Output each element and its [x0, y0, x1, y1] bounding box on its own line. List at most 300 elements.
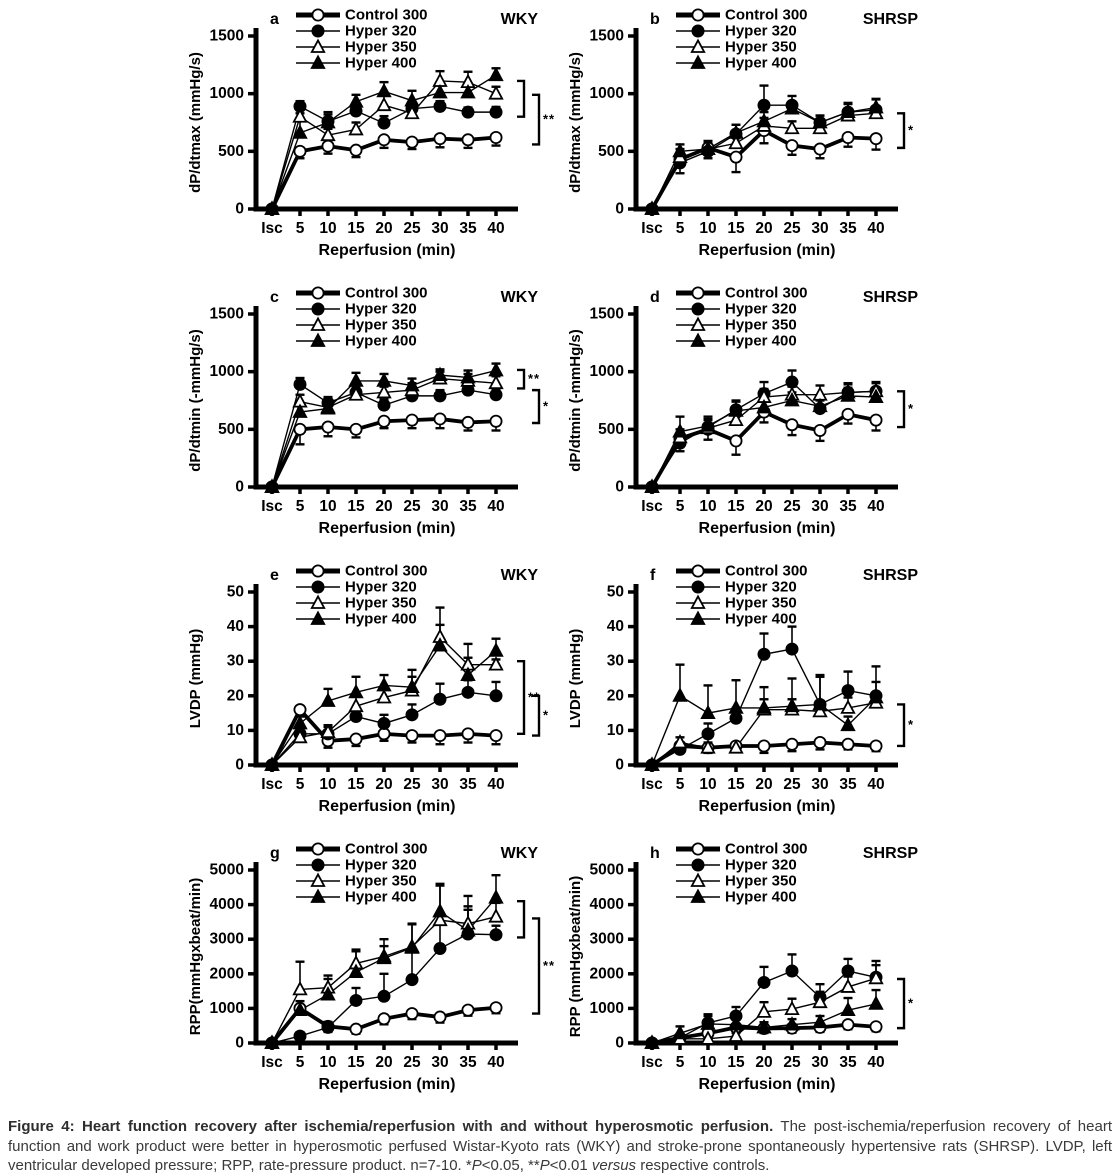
- svg-text:WKY: WKY: [500, 567, 538, 584]
- panel-letter: [650, 845, 660, 862]
- svg-text:Isc: Isc: [261, 220, 283, 237]
- svg-text:1500: 1500: [209, 305, 244, 323]
- caption-body-3: <0.01: [549, 1157, 592, 1174]
- svg-text:1500: 1500: [209, 27, 244, 45]
- circle-open-marker: [870, 133, 881, 144]
- svg-text:30: 30: [811, 1054, 829, 1071]
- triangle-open-marker: [378, 99, 390, 111]
- circle-filled-marker: [378, 991, 389, 1002]
- svg-text:25: 25: [783, 498, 801, 515]
- svg-text:10: 10: [699, 1054, 717, 1071]
- circle-filled-marker: [786, 376, 797, 387]
- circle-open-marker: [786, 419, 797, 430]
- circle-filled-marker: [730, 713, 741, 724]
- svg-text:15: 15: [727, 776, 745, 793]
- circle-filled-marker: [434, 101, 445, 112]
- svg-text:**: **: [543, 111, 556, 127]
- circle-filled-marker: [350, 995, 361, 1006]
- legend: [676, 7, 808, 72]
- svg-text:2000: 2000: [589, 965, 624, 983]
- svg-text:30: 30: [431, 776, 449, 793]
- x-axis-title: [699, 242, 836, 259]
- svg-text:30: 30: [606, 652, 624, 670]
- circle-open-marker: [294, 704, 305, 715]
- svg-text:Reperfusion (min): Reperfusion (min): [318, 242, 456, 259]
- circle-open-marker: [490, 416, 501, 427]
- circle-open-marker: [490, 1002, 501, 1013]
- svg-text:30: 30: [431, 498, 449, 515]
- triangle-filled-marker: [378, 374, 390, 386]
- strain-label: [501, 289, 539, 306]
- circle-filled-marker: [434, 390, 445, 401]
- significance-bracket: [517, 661, 540, 734]
- svg-text:30: 30: [811, 498, 829, 515]
- svg-text:Hyper 320: Hyper 320: [345, 578, 417, 596]
- svg-text:15: 15: [347, 498, 365, 515]
- significance-bracket: [517, 81, 524, 117]
- svg-text:Hyper 350: Hyper 350: [725, 38, 797, 56]
- svg-text:Hyper 320: Hyper 320: [725, 300, 797, 318]
- triangle-filled-marker: [490, 644, 502, 656]
- svg-text:0: 0: [615, 478, 624, 496]
- svg-text:35: 35: [459, 1054, 477, 1071]
- circle-open-marker: [294, 424, 305, 435]
- svg-text:Reperfusion (min): Reperfusion (min): [698, 1076, 836, 1093]
- circle-open-marker: [434, 730, 445, 741]
- panel-letter: [270, 845, 280, 862]
- svg-text:1000: 1000: [589, 999, 624, 1017]
- svg-text:40: 40: [867, 498, 885, 515]
- svg-text:1000: 1000: [209, 363, 244, 381]
- circle-filled-marker: [692, 303, 703, 314]
- svg-text:35: 35: [459, 220, 477, 237]
- svg-text:g: g: [270, 845, 280, 862]
- strain-label: [501, 845, 539, 862]
- svg-text:RPP(mmHgxbeat/min): RPP(mmHgxbeat/min): [187, 877, 204, 1036]
- svg-text:Hyper 400: Hyper 400: [345, 888, 417, 906]
- svg-text:20: 20: [755, 1054, 773, 1071]
- svg-text:Reperfusion (min): Reperfusion (min): [318, 1076, 456, 1093]
- panel-letter: [650, 567, 656, 584]
- svg-text:0: 0: [615, 756, 624, 774]
- svg-text:1000: 1000: [209, 85, 244, 103]
- circle-open-marker: [870, 740, 881, 751]
- svg-text:500: 500: [598, 420, 624, 438]
- triangle-open-marker: [350, 123, 362, 135]
- circle-filled-marker: [378, 117, 389, 128]
- svg-text:5: 5: [295, 498, 305, 515]
- svg-text:Hyper 320: Hyper 320: [345, 300, 417, 318]
- svg-text:SHRSP: SHRSP: [862, 567, 918, 584]
- significance-bracket: [897, 391, 914, 427]
- svg-text:0: 0: [235, 1034, 244, 1052]
- svg-text:40: 40: [487, 220, 505, 237]
- svg-text:Reperfusion (min): Reperfusion (min): [698, 520, 836, 537]
- triangle-filled-marker: [350, 95, 362, 107]
- svg-text:Control 300: Control 300: [725, 562, 808, 580]
- svg-text:40: 40: [606, 618, 624, 636]
- svg-text:WKY: WKY: [500, 845, 538, 862]
- circle-filled-marker: [350, 711, 361, 722]
- circle-filled-marker: [462, 687, 473, 698]
- circle-open-marker: [842, 1019, 853, 1030]
- significance-bracket: [532, 390, 549, 423]
- svg-text:30: 30: [811, 220, 829, 237]
- svg-text:1000: 1000: [209, 999, 244, 1017]
- caption-p-italic-2: P: [539, 1157, 550, 1174]
- svg-text:35: 35: [839, 776, 857, 793]
- svg-text:Hyper 350: Hyper 350: [725, 316, 797, 334]
- svg-text:Isc: Isc: [641, 776, 663, 793]
- strain-label: [863, 567, 918, 584]
- svg-text:5000: 5000: [589, 861, 624, 879]
- circle-open-marker: [730, 152, 741, 163]
- svg-text:5: 5: [675, 776, 685, 793]
- circle-open-marker: [350, 145, 361, 156]
- svg-text:5: 5: [675, 498, 685, 515]
- circle-filled-marker: [692, 859, 703, 870]
- svg-text:SHRSP: SHRSP: [862, 289, 918, 306]
- y-axis-title: [187, 878, 204, 1036]
- legend: [296, 7, 428, 72]
- svg-text:5: 5: [295, 220, 305, 237]
- circle-filled-marker: [490, 690, 501, 701]
- panel-h-rpp-shrsp-chart: [566, 834, 946, 1112]
- circle-filled-marker: [692, 25, 703, 36]
- circle-open-marker: [406, 415, 417, 426]
- svg-text:25: 25: [403, 776, 421, 793]
- svg-text:Hyper 320: Hyper 320: [725, 856, 797, 874]
- series-markers: [646, 689, 882, 770]
- svg-text:40: 40: [867, 776, 885, 793]
- circle-filled-marker: [294, 1030, 305, 1041]
- circle-open-marker: [350, 1024, 361, 1035]
- circle-open-marker: [692, 9, 703, 20]
- svg-text:20: 20: [755, 220, 773, 237]
- svg-text:20: 20: [375, 776, 393, 793]
- x-axis-title: [319, 520, 456, 537]
- svg-text:Isc: Isc: [261, 498, 283, 515]
- svg-text:4000: 4000: [209, 896, 244, 914]
- svg-text:Hyper 400: Hyper 400: [345, 332, 417, 350]
- y-axis-title: [187, 629, 204, 728]
- circle-open-marker: [814, 737, 825, 748]
- circle-open-marker: [406, 730, 417, 741]
- circle-open-marker: [758, 740, 769, 751]
- circle-open-marker: [312, 287, 323, 298]
- svg-text:Reperfusion (min): Reperfusion (min): [698, 798, 836, 815]
- series-markers: [266, 630, 502, 770]
- svg-text:Hyper 320: Hyper 320: [345, 856, 417, 874]
- strain-label: [863, 11, 918, 28]
- svg-text:20: 20: [375, 220, 393, 237]
- circle-filled-marker: [378, 400, 389, 411]
- svg-text:Reperfusion (min): Reperfusion (min): [318, 520, 456, 537]
- circle-open-marker: [322, 421, 333, 432]
- circle-open-marker: [378, 1013, 389, 1024]
- svg-text:dP/dtmin (-mmHg/s): dP/dtmin (-mmHg/s): [567, 329, 584, 472]
- svg-text:Hyper 320: Hyper 320: [345, 22, 417, 40]
- svg-text:30: 30: [811, 776, 829, 793]
- svg-text:d: d: [650, 289, 660, 306]
- circle-open-marker: [434, 413, 445, 424]
- series-markers: [266, 413, 501, 492]
- circle-open-marker: [490, 730, 501, 741]
- svg-text:dP/dtmax (mmHg/s): dP/dtmax (mmHg/s): [567, 52, 584, 193]
- circle-open-marker: [870, 1021, 881, 1032]
- triangle-filled-marker: [490, 891, 502, 903]
- circle-open-marker: [814, 143, 825, 154]
- panel-c-dpdtmin-wky-chart: [186, 278, 566, 556]
- svg-text:Hyper 350: Hyper 350: [725, 594, 797, 612]
- circle-open-marker: [294, 146, 305, 157]
- circle-open-marker: [312, 9, 323, 20]
- svg-text:40: 40: [226, 618, 244, 636]
- svg-text:10: 10: [699, 498, 717, 515]
- circle-open-marker: [814, 425, 825, 436]
- svg-text:5: 5: [295, 776, 305, 793]
- circle-open-marker: [462, 417, 473, 428]
- svg-text:30: 30: [431, 1054, 449, 1071]
- panel-grid: [186, 0, 1120, 1112]
- svg-text:5: 5: [295, 1054, 305, 1071]
- circle-open-marker: [842, 739, 853, 750]
- y-axis-title: [567, 52, 584, 193]
- circle-filled-marker: [490, 107, 501, 118]
- legend: [296, 841, 428, 906]
- circle-filled-marker: [786, 643, 797, 654]
- svg-text:15: 15: [727, 220, 745, 237]
- strain-label: [501, 567, 539, 584]
- caption-p-italic-1: P: [471, 1157, 482, 1174]
- svg-text:RPP (mmHgxbeat/min): RPP (mmHgxbeat/min): [567, 875, 584, 1038]
- svg-text:*: *: [908, 122, 915, 138]
- svg-text:25: 25: [783, 1054, 801, 1071]
- circle-filled-marker: [312, 581, 323, 592]
- significance-bracket: [532, 918, 555, 1013]
- svg-text:10: 10: [319, 498, 337, 515]
- triangle-filled-marker: [674, 689, 686, 701]
- svg-text:Control 300: Control 300: [345, 562, 428, 580]
- svg-text:4000: 4000: [589, 896, 624, 914]
- svg-text:Hyper 350: Hyper 350: [345, 316, 417, 334]
- triangle-filled-marker: [490, 364, 502, 376]
- panel-letter: [270, 289, 279, 306]
- caption-title: Figure 4: Heart function recovery after ischemia/reperfusion with and without hyperosmotic perfusion.: [8, 1118, 774, 1135]
- panel-letter: [270, 567, 279, 584]
- panel-g-rpp-wky-chart: [186, 834, 566, 1112]
- svg-text:*: *: [908, 995, 915, 1011]
- svg-text:35: 35: [839, 1054, 857, 1071]
- error-bars: [676, 86, 881, 174]
- svg-text:h: h: [650, 845, 660, 862]
- circle-filled-marker: [406, 709, 417, 720]
- circle-open-marker: [350, 424, 361, 435]
- circle-filled-marker: [312, 859, 323, 870]
- panel-d-dpdtmin-shrsp-chart: [566, 278, 946, 556]
- triangle-open-marker: [490, 87, 502, 99]
- svg-text:0: 0: [615, 1034, 624, 1052]
- circle-open-marker: [490, 132, 501, 143]
- svg-text:0: 0: [235, 478, 244, 496]
- svg-text:20: 20: [375, 1054, 393, 1071]
- svg-text:f: f: [650, 567, 656, 584]
- circle-open-marker: [786, 739, 797, 750]
- svg-text:c: c: [270, 289, 279, 306]
- circle-open-marker: [350, 733, 361, 744]
- svg-text:25: 25: [403, 1054, 421, 1071]
- caption-versus-italic: versus: [591, 1157, 637, 1174]
- svg-text:Control 300: Control 300: [725, 6, 808, 24]
- svg-text:10: 10: [319, 776, 337, 793]
- significance-bracket: [517, 370, 540, 388]
- circle-filled-marker: [434, 943, 445, 954]
- circle-filled-marker: [786, 965, 797, 976]
- triangle-filled-marker: [814, 1016, 826, 1028]
- significance-bracket: [897, 704, 914, 746]
- caption-body-2: <0.05, **: [481, 1157, 540, 1174]
- svg-text:Hyper 350: Hyper 350: [725, 872, 797, 890]
- panel-letter: [270, 11, 279, 28]
- svg-text:35: 35: [459, 776, 477, 793]
- svg-text:1500: 1500: [589, 305, 624, 323]
- circle-filled-marker: [312, 25, 323, 36]
- svg-text:SHRSP: SHRSP: [862, 845, 918, 862]
- circle-filled-marker: [490, 929, 501, 940]
- svg-text:25: 25: [783, 220, 801, 237]
- circle-filled-marker: [842, 965, 853, 976]
- svg-text:15: 15: [727, 498, 745, 515]
- svg-text:dP/dtmax (mmHg/s): dP/dtmax (mmHg/s): [187, 52, 204, 193]
- svg-text:20: 20: [606, 687, 624, 705]
- svg-text:*: *: [908, 401, 915, 417]
- svg-text:Hyper 350: Hyper 350: [345, 872, 417, 890]
- legend: [296, 563, 428, 628]
- svg-text:500: 500: [218, 142, 244, 160]
- svg-text:Control 300: Control 300: [725, 284, 808, 302]
- svg-text:Hyper 400: Hyper 400: [725, 610, 797, 628]
- svg-text:Control 300: Control 300: [345, 840, 428, 858]
- svg-text:25: 25: [783, 776, 801, 793]
- svg-text:5000: 5000: [209, 861, 244, 879]
- svg-text:5: 5: [675, 220, 685, 237]
- svg-text:15: 15: [347, 220, 365, 237]
- svg-text:35: 35: [839, 220, 857, 237]
- strain-label: [863, 845, 918, 862]
- circle-filled-marker: [294, 379, 305, 390]
- x-axis-title: [699, 798, 836, 815]
- svg-text:10: 10: [699, 220, 717, 237]
- circle-open-marker: [434, 133, 445, 144]
- svg-text:a: a: [270, 11, 279, 28]
- svg-text:Hyper 400: Hyper 400: [725, 888, 797, 906]
- svg-text:30: 30: [431, 220, 449, 237]
- significance-bracket: [532, 95, 555, 145]
- panel-a-dpdtmax-wky-chart: [186, 0, 566, 278]
- svg-text:40: 40: [487, 1054, 505, 1071]
- svg-text:LVDP (mmHg): LVDP (mmHg): [567, 628, 584, 729]
- svg-text:Isc: Isc: [641, 220, 663, 237]
- circle-open-marker: [692, 565, 703, 576]
- panel-letter: [650, 289, 660, 306]
- svg-text:35: 35: [459, 498, 477, 515]
- svg-text:3000: 3000: [589, 930, 624, 948]
- triangle-open-marker: [490, 910, 502, 922]
- svg-text:b: b: [650, 11, 660, 28]
- circle-open-marker: [312, 565, 323, 576]
- caption-body-4: respective controls.: [636, 1157, 770, 1174]
- svg-text:Hyper 320: Hyper 320: [725, 22, 797, 40]
- significance-bracket: [897, 979, 914, 1028]
- svg-text:15: 15: [727, 1054, 745, 1071]
- svg-text:**: **: [528, 371, 541, 387]
- svg-text:Control 300: Control 300: [345, 6, 428, 24]
- legend: [676, 563, 808, 628]
- triangle-filled-marker: [378, 679, 390, 691]
- svg-text:1000: 1000: [589, 85, 624, 103]
- svg-text:1500: 1500: [589, 27, 624, 45]
- triangle-filled-marker: [490, 69, 502, 81]
- x-axis-title: [699, 1076, 836, 1093]
- circle-open-marker: [322, 141, 333, 152]
- svg-text:Hyper 400: Hyper 400: [345, 54, 417, 72]
- svg-text:10: 10: [606, 721, 624, 739]
- x-axis-title: [319, 1076, 456, 1093]
- circle-open-marker: [462, 134, 473, 145]
- strain-label: [863, 289, 918, 306]
- svg-text:5: 5: [675, 1054, 685, 1071]
- svg-text:10: 10: [319, 1054, 337, 1071]
- svg-text:LVDP (mmHg): LVDP (mmHg): [187, 628, 204, 729]
- circle-open-marker: [378, 134, 389, 145]
- svg-text:40: 40: [487, 776, 505, 793]
- svg-text:Control 300: Control 300: [725, 840, 808, 858]
- circle-open-marker: [462, 1005, 473, 1016]
- svg-text:30: 30: [226, 652, 244, 670]
- svg-text:e: e: [270, 567, 279, 584]
- circle-filled-marker: [842, 685, 853, 696]
- svg-text:20: 20: [755, 498, 773, 515]
- svg-text:Reperfusion (min): Reperfusion (min): [318, 798, 456, 815]
- legend: [676, 841, 808, 906]
- circle-filled-marker: [758, 100, 769, 111]
- svg-text:0: 0: [235, 756, 244, 774]
- triangle-filled-marker: [758, 115, 770, 127]
- svg-text:Hyper 400: Hyper 400: [725, 54, 797, 72]
- y-axis-title: [567, 876, 584, 1037]
- circle-filled-marker: [406, 974, 417, 985]
- circle-filled-marker: [378, 718, 389, 729]
- triangle-filled-marker: [434, 905, 446, 917]
- significance-bracket: [517, 901, 524, 937]
- svg-text:10: 10: [699, 776, 717, 793]
- panel-f-lvdp-shrsp-chart: [566, 556, 946, 834]
- circle-filled-marker: [702, 728, 713, 739]
- circle-open-marker: [378, 416, 389, 427]
- svg-text:*: *: [543, 398, 550, 414]
- caption-body: The post-ischemia/reperfusion recovery of heart function and work product were better in hyperosmotic perfused Wistar-Kyoto rats (WKY) and stroke-prone spontaneously hypertensive rats (SHRSP). LVDP, left ventricular developed pressure; RPP, rate-pressure product. n=7-10. *: [8, 1118, 1112, 1174]
- significance-bracket: [897, 113, 914, 148]
- legend: [296, 285, 428, 350]
- y-axis-title: [187, 329, 204, 472]
- svg-text:40: 40: [867, 220, 885, 237]
- svg-text:15: 15: [347, 1054, 365, 1071]
- svg-text:Isc: Isc: [641, 1054, 663, 1071]
- svg-text:25: 25: [403, 220, 421, 237]
- svg-text:*: *: [543, 707, 550, 723]
- svg-text:40: 40: [487, 498, 505, 515]
- circle-filled-marker: [434, 694, 445, 705]
